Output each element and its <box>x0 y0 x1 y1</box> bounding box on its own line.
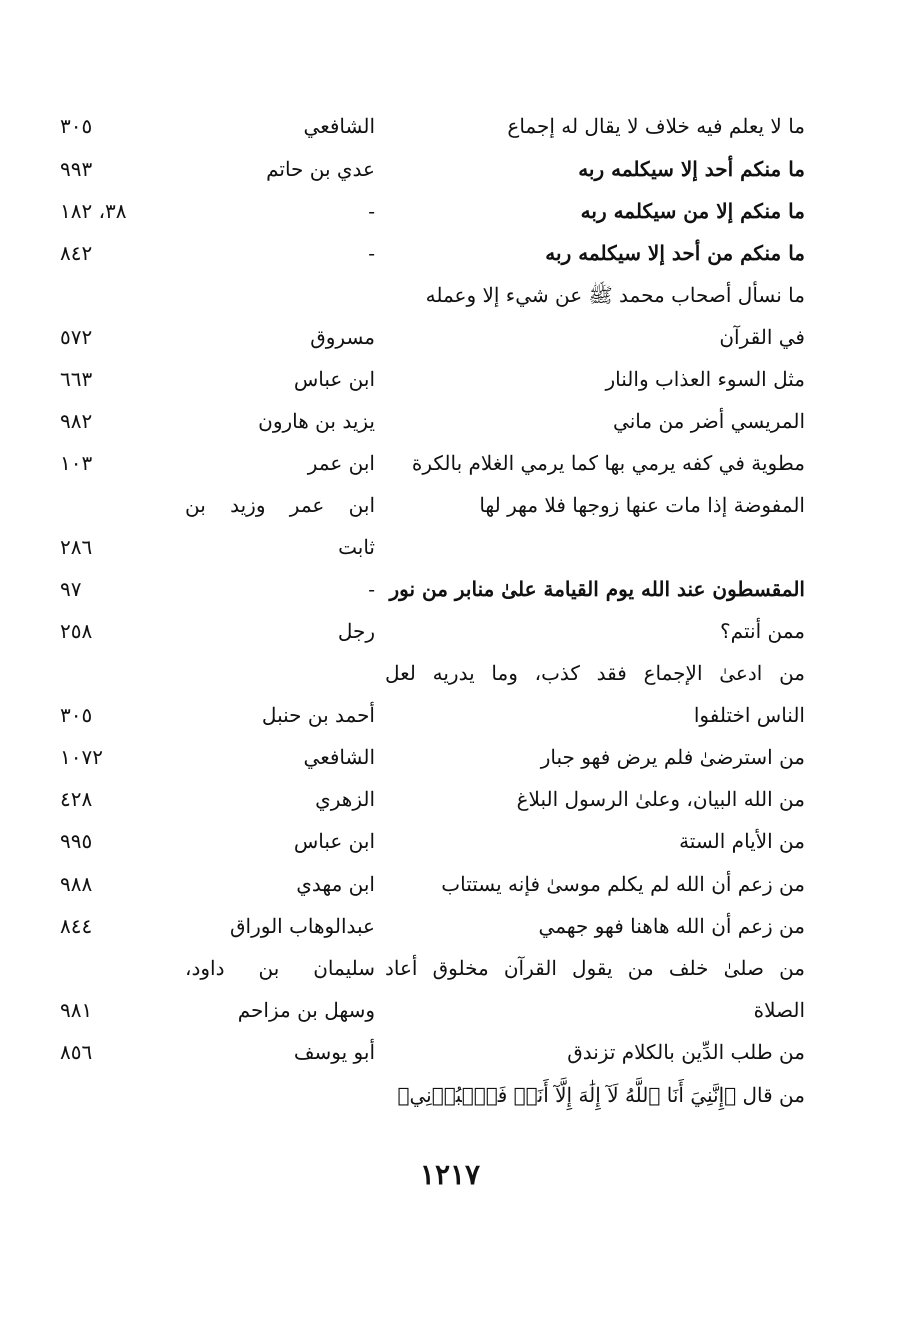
entry-text: من زعم أن الله هاهنا فهو جهمي <box>538 914 805 938</box>
index-row <box>0 105 900 147</box>
entry-page-ref <box>60 947 175 989</box>
entry-page-ref: ٤٢٨ <box>60 787 93 811</box>
entry-narrator: - <box>368 577 375 601</box>
entry-narrator: ابن عمر <box>307 451 375 475</box>
entry-narrator: وسهل بن مزاحم <box>237 998 375 1022</box>
index-row <box>0 274 900 316</box>
entry-narrator: ابن عمر وزيد بن <box>185 493 375 517</box>
page-number: ١٢١٧ <box>419 1158 481 1191</box>
entry-text: المقسطون عند الله يوم القيامة علىٰ منابر من نور <box>389 577 805 601</box>
entry-narrator: سليمان بن داود، <box>185 956 375 980</box>
entry-text: مطوية في كفه يرمي بها كما يرمي الغلام بالكرة <box>411 451 805 475</box>
index-row <box>0 316 900 358</box>
index-row <box>0 989 900 1031</box>
entry-narrator <box>185 274 375 316</box>
entry-page-ref: ٣٠٥ <box>60 114 93 138</box>
index-row <box>0 232 900 274</box>
entry-page-ref <box>60 1074 175 1116</box>
entry-narrator: ابن عباس <box>293 829 375 853</box>
index-row <box>0 652 900 694</box>
entry-text <box>385 526 805 568</box>
entry-page-ref: ٨٤٢ <box>60 241 93 265</box>
entry-text: في القرآن <box>719 325 805 349</box>
entry-narrator: الشافعي <box>303 114 375 138</box>
entry-narrator: عبدالوهاب الوراق <box>230 914 375 938</box>
entry-narrator: - <box>368 241 375 265</box>
index-row <box>0 736 900 778</box>
entry-text: ما منكم إلا من سيكلمه ربه <box>580 199 805 223</box>
entry-page-ref: ٨٤٤ <box>60 914 93 938</box>
entry-text: المريسي أضر من ماني <box>613 409 805 433</box>
entry-page-ref: ٣٨، ١٨٢ <box>60 199 127 223</box>
entry-text: مثل السوء العذاب والنار <box>605 367 805 391</box>
entry-page-ref: ٩٧ <box>60 577 82 601</box>
index-row <box>0 190 900 232</box>
entry-narrator: أبو يوسف <box>293 1040 375 1064</box>
entry-page-ref: ٩٩٥ <box>60 829 93 853</box>
entry-page-ref: ١٠٧٢ <box>60 745 103 769</box>
index-row <box>0 947 900 989</box>
index-row <box>0 694 900 736</box>
entry-page-ref: ٦٦٣ <box>60 367 93 391</box>
index-row <box>0 526 900 568</box>
index-row <box>0 905 900 947</box>
entry-text: من الله البيان، وعلىٰ الرسول البلاغ <box>516 787 805 811</box>
entry-page-ref: ٩٨٢ <box>60 409 93 433</box>
index-row <box>0 568 900 610</box>
entry-text: من زعم أن الله لم يكلم موسىٰ فإنه يستتاب <box>441 872 805 896</box>
entry-text: ما منكم من أحد إلا سيكلمه ربه <box>545 241 805 265</box>
index-row <box>0 148 900 190</box>
entry-text: ما منكم أحد إلا سيكلمه ربه <box>578 157 805 181</box>
entry-page-ref: ٩٨١ <box>60 998 93 1022</box>
index-row <box>0 442 900 484</box>
entry-page-ref: ٢٨٦ <box>60 535 93 559</box>
entry-page-ref: ٣٠٥ <box>60 703 93 727</box>
entry-text: من صلىٰ خلف من يقول القرآن مخلوق أعاد <box>385 956 805 980</box>
index-row <box>0 1031 900 1073</box>
entry-text: الناس اختلفوا <box>693 703 805 727</box>
entry-narrator: - <box>368 199 375 223</box>
entry-text: من الأيام الستة <box>679 829 805 853</box>
entry-page-ref: ٨٥٦ <box>60 1040 93 1064</box>
entry-narrator: ابن مهدي <box>296 872 375 896</box>
entry-text: من قال ﴿إِنَّنِيَ أَنَا ٱللَّهُ لَآ إِلَٰهَ إِلَّآ أَنَا۠ فَٱعۡبُدۡنِي﴾ <box>397 1083 805 1107</box>
entry-narrator: أحمد بن حنبل <box>261 703 375 727</box>
entry-narrator: الشافعي <box>303 745 375 769</box>
entry-page-ref <box>60 274 175 316</box>
entry-text: ما لا يعلم فيه خلاف لا يقال له إجماع <box>507 114 805 138</box>
index-row <box>0 400 900 442</box>
entry-narrator: رجل <box>337 619 375 643</box>
entry-page-ref: ٢٥٨ <box>60 619 93 643</box>
entry-text: الصلاة <box>753 998 805 1022</box>
entry-narrator: ابن عباس <box>293 367 375 391</box>
entry-page-ref: ٩٨٨ <box>60 872 93 896</box>
index-row <box>0 484 900 526</box>
entry-narrator: ثابت <box>338 535 375 559</box>
index-row <box>0 610 900 652</box>
entry-page-ref: ٥٧٢ <box>60 325 93 349</box>
entry-text: من طلب الدِّين بالكلام تزندق <box>567 1040 805 1064</box>
entry-narrator: يزيد بن هارون <box>258 409 375 433</box>
index-row <box>0 820 900 862</box>
entry-text: المفوضة إذا مات عنها زوجها فلا مهر لها <box>479 493 805 517</box>
entry-narrator: الزهري <box>315 787 375 811</box>
entry-page-ref: ١٠٣ <box>60 451 93 475</box>
index-row <box>0 863 900 905</box>
entry-page-ref: ٩٩٣ <box>60 157 93 181</box>
entry-narrator: مسروق <box>310 325 375 349</box>
index-row <box>0 1074 900 1116</box>
entry-narrator <box>185 1074 375 1116</box>
entry-text: ما نسأل أصحاب محمد ﷺ عن شيء إلا وعمله <box>425 283 805 307</box>
entry-text: ممن أنتم؟ <box>720 619 805 643</box>
entry-text: من استرضىٰ فلم يرض فهو جبار <box>540 745 805 769</box>
entry-narrator: عدي بن حاتم <box>266 157 375 181</box>
entry-text: من ادعىٰ الإجماع فقد كذب، وما يدريه لعل <box>385 661 805 685</box>
entry-narrator <box>185 652 375 694</box>
entry-page-ref <box>60 484 175 526</box>
index-row <box>0 358 900 400</box>
entry-page-ref <box>60 652 175 694</box>
index-row <box>0 778 900 820</box>
